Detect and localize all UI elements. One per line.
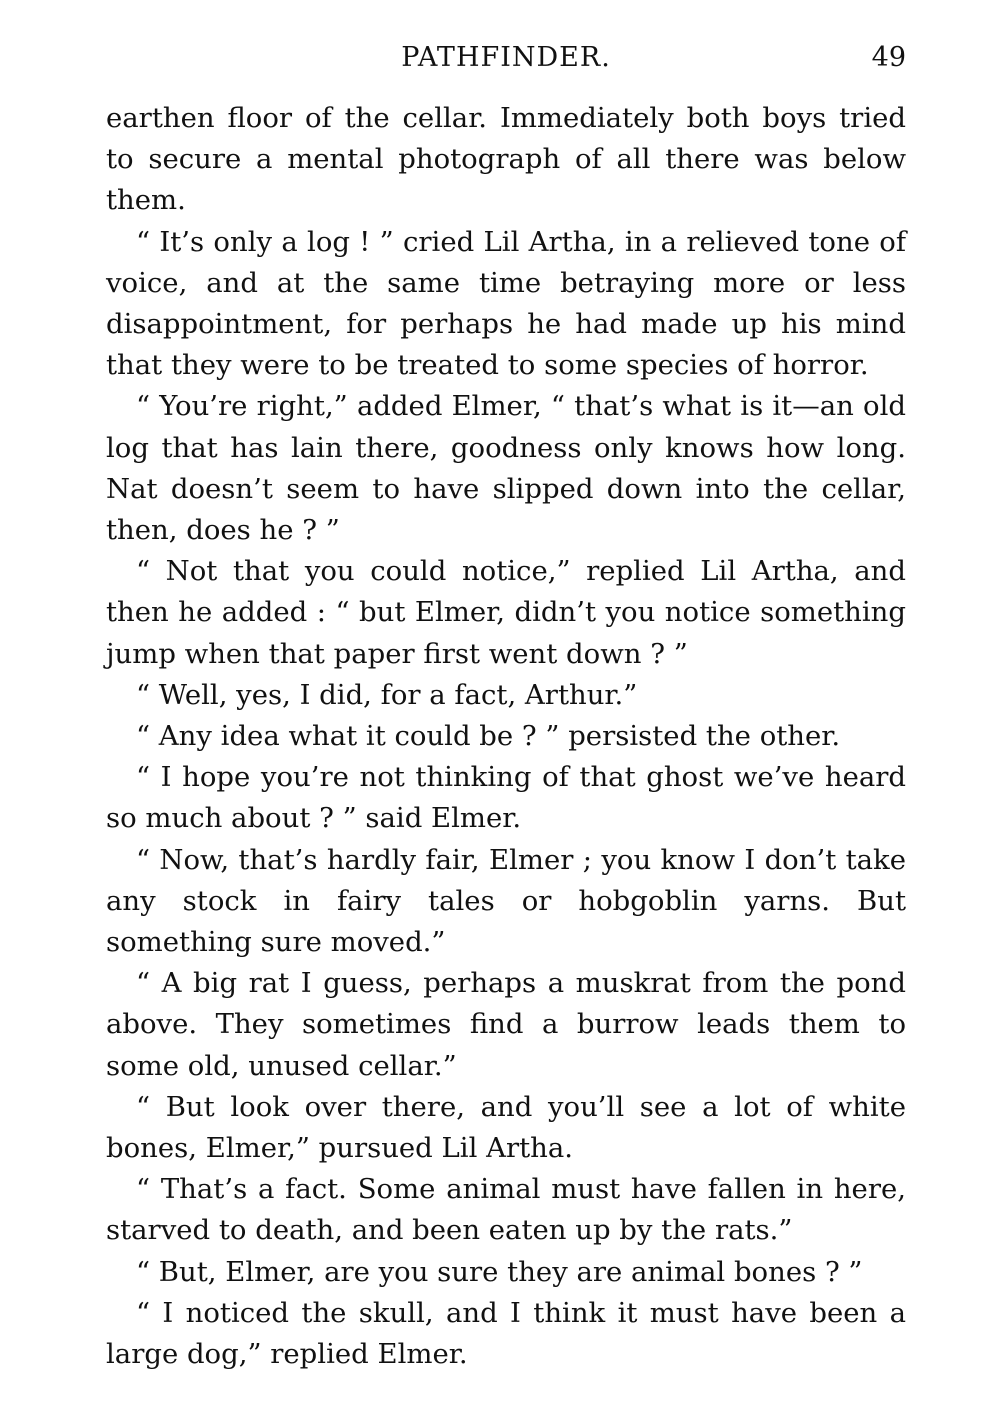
paragraph: “ Now, that’s hardly fair, Elmer ; you know I don’t take any stock in fairy tales or hobgoblin yarns. But something sure moved.” xyxy=(106,843,906,959)
paragraph: “ But look over there, and you’ll see a lot of white bones, Elmer,” pursued Lil Artha. xyxy=(106,1090,906,1165)
body-text xyxy=(106,98,906,1375)
page-header xyxy=(106,38,906,78)
paragraph: “ I noticed the skull, and I think it must have been a large dog,” replied Elmer. xyxy=(106,1296,906,1371)
paragraph: “ It’s only a log ! ” cried Lil Artha, in a relieved tone of voice, and at the same time betraying more or less disappointment, for perhaps he had made up his mind that they were to be treated to some species of horror. xyxy=(106,225,906,382)
paragraph-continuation: earthen floor of the cellar. Immediately both boys tried to secure a mental photograph of all there was below them. xyxy=(106,102,906,217)
paragraph: “ A big rat I guess, perhaps a muskrat from the pond above. They sometimes find a burrow leads them to some old, unused cellar.” xyxy=(106,967,906,1082)
paragraph: “ I hope you’re not thinking of that ghost we’ve heard so much about ? ” said Elmer. xyxy=(106,761,906,835)
running-title: PATHFINDER. xyxy=(401,42,611,73)
paragraph: “ That’s a fact. Some animal must have fallen in here, starved to death, and been eaten up by the rats.” xyxy=(106,1173,906,1247)
paragraph: “ You’re right,” added Elmer, “ that’s what is it—an old log that has lain there, goodness only knows how long. Nat doesn’t seem to have slipped down into the cellar, then, does he ? ” xyxy=(106,390,906,547)
paragraph: “ Any idea what it could be ? ” persisted the other. xyxy=(136,720,841,753)
page-number: 49 xyxy=(871,42,906,73)
paragraph: “ Well, yes, I did, for a fact, Arthur.” xyxy=(136,678,638,711)
paragraph: “ Not that you could notice,” replied Lil Artha, and then he added : “ but Elmer, didn’t you notice something jump when that paper first went down ? ” xyxy=(106,555,906,670)
paragraph: “ But, Elmer, are you sure they are animal bones ? ” xyxy=(136,1255,863,1288)
